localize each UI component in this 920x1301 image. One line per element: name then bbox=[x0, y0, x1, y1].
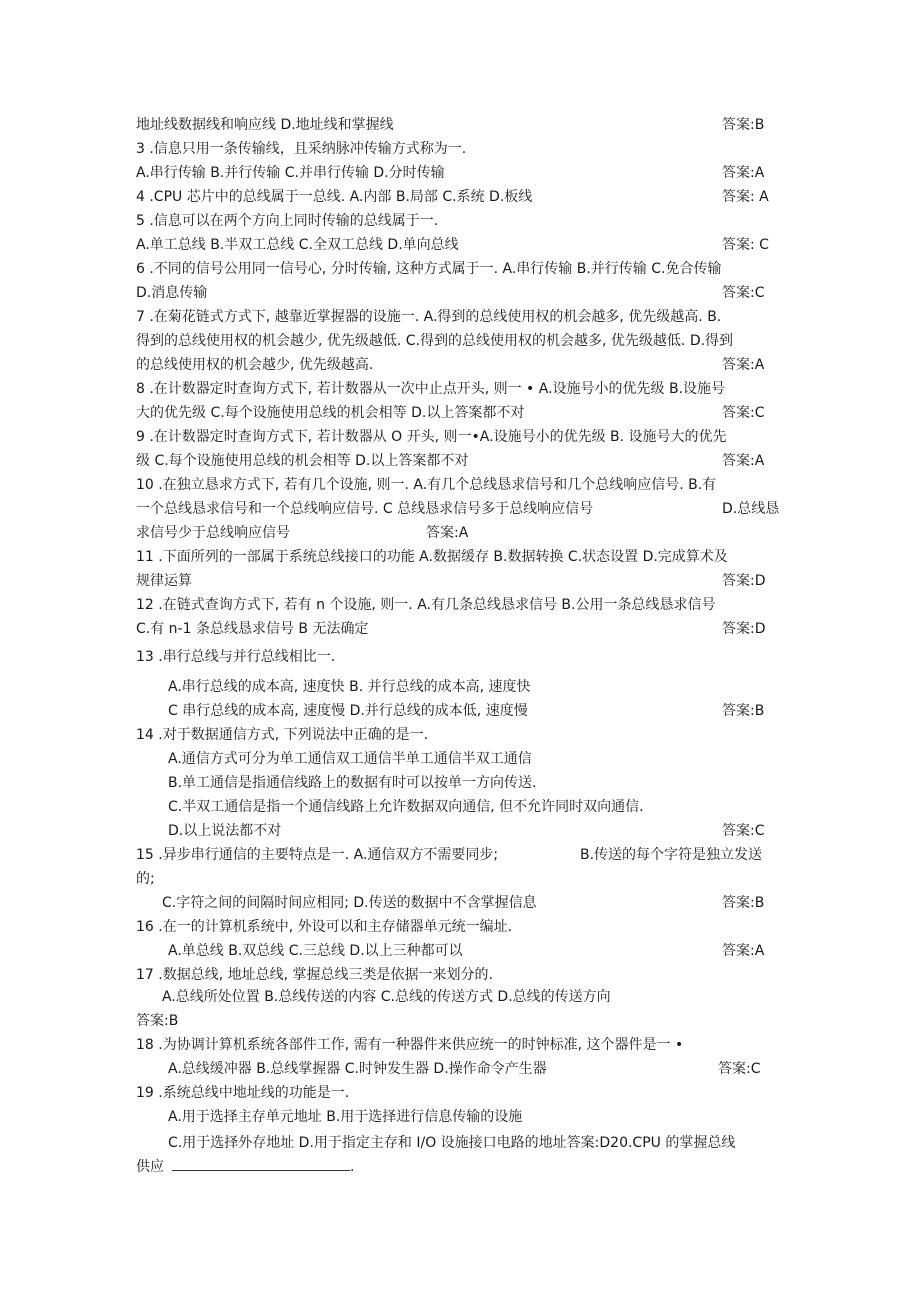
text-line: 6 .不同的信号公用同一信号心, 分时传输, 这种方式属于一. A.串行传输 B.并行传输 C.免合传输 bbox=[136, 261, 722, 277]
text-line: 19 .系统总线中地址线的功能是一. bbox=[136, 1085, 350, 1101]
text-line: 答案:A bbox=[426, 525, 469, 541]
answer-label: 答案:D bbox=[722, 573, 766, 589]
answer-label: 答案:A bbox=[722, 165, 765, 181]
text-line: 14 .对于数据通信方式, 下列说法中正确的是一. bbox=[136, 727, 429, 743]
text-line: D.消息传输 bbox=[136, 285, 208, 301]
text-line: 7 .在菊花链式方式下, 越靠近掌握器的设施一. A.得到的总线使用权的机会越多, 优先级越高. B. bbox=[136, 309, 722, 325]
answer-label: 答案:B bbox=[722, 895, 765, 911]
answer-label: 答案:C bbox=[718, 1061, 761, 1077]
text-line: 地址线数据线和响应线 D.地址线和掌握线 bbox=[136, 117, 394, 133]
answer-label: 答案: A bbox=[722, 189, 769, 205]
text-line: 12 .在链式查询方式下, 若有 n 个设施, 则一. A.有几条总线恳求信号 B.公用一条总线恳求信号 bbox=[136, 597, 716, 613]
text-line: 3 .信息只用一条传输线，且采纳脉冲传输方式称为一. bbox=[136, 141, 467, 157]
text-line: A.单总线 B.双总线 C.三总线 D.以上三种都可以 bbox=[168, 943, 463, 959]
text-line: A.通信方式可分为单工通信双工通信半单工通信半双工通信 bbox=[168, 751, 532, 767]
text-line: 的; bbox=[136, 871, 155, 887]
answer-label: 答案: C bbox=[722, 237, 769, 253]
text-line: 16 .在一的计算机系统中, 外设可以和主存储器单元统一编址. bbox=[136, 919, 513, 935]
text-line: A.用于选择主存单元地址 B.用于选择进行信息传输的设施 bbox=[168, 1109, 523, 1125]
text-line: 5 .信息可以在两个方向上同时传输的总线属于一. bbox=[136, 213, 439, 229]
text-line: 一个总线恳求信号和一个总线响应信号. C 总线恳求信号多于总线响应信号 bbox=[136, 501, 594, 517]
text-line: A.串行传输 B.并行传输 C.并串行传输 D.分时传输 bbox=[136, 165, 445, 181]
fill-in-blank bbox=[172, 1158, 354, 1176]
text-line: 17 .数据总线, 地址总线, 掌握总线三类是依据一来划分的. bbox=[136, 967, 493, 983]
text-line: 答案:B bbox=[136, 1013, 179, 1029]
answer-label: 答案:A bbox=[722, 453, 765, 469]
text-line: D.总线恳 bbox=[722, 501, 780, 517]
blank-underline bbox=[172, 1158, 350, 1171]
answer-label: 答案:A bbox=[722, 357, 765, 373]
text-line: C.半双工通信是指一个通信线路上允许数据双向通信, 但不允许同时双向通信. bbox=[168, 799, 644, 815]
text-line: C.字符之间的间隔时间应相同; D.传送的数据中不含掌握信息 bbox=[162, 895, 537, 911]
text-line: 大的优先级 C.每个设施使用总线的机会相等 D.以上答案都不对 bbox=[136, 405, 525, 421]
text-line: 级 C.每个设施使用总线的机会相等 D.以上答案都不对 bbox=[136, 453, 469, 469]
blank-tail: . bbox=[350, 1159, 355, 1175]
answer-label: 答案:B bbox=[722, 703, 765, 719]
text-line: 9 .在计数器定时查询方式下, 若计数器从 O 开头, 则一•A.设施号小的优先级 B. 设施号大的优先 bbox=[136, 429, 727, 445]
text-line: D.以上说法都不对 bbox=[168, 823, 282, 839]
text-line: 11 .下面所列的一部属于系统总线接口的功能 A.数据缓存 B.数据转换 C.状态设置 D.完成算术及 bbox=[136, 549, 728, 565]
answer-label: 答案:D bbox=[722, 621, 766, 637]
text-line: 求信号少于总线响应信号 bbox=[136, 525, 290, 541]
text-line: 4 .CPU 芯片中的总线属于一总线. A.内部 B.局部 C.系统 D.板线 bbox=[136, 189, 533, 205]
text-line: C.用于选择外存地址 D.用于指定主存和 I/O 设施接口电路的地址答案:D20.CPU 的掌握总线 bbox=[168, 1135, 736, 1151]
text-line: 供应 bbox=[136, 1159, 164, 1175]
text-line: C.有 n-1 条总线恳求信号 B 无法确定 bbox=[136, 621, 369, 637]
text-line: 15 .异步串行通信的主要特点是一. A.通信双方不需要同步; bbox=[136, 847, 499, 863]
text-line: 的总线使用权的机会越少, 优先级越高. bbox=[136, 357, 374, 373]
text-line: A.总线缓冲器 B.总线掌握器 C.时钟发生器 D.操作命令产生器 bbox=[168, 1061, 547, 1077]
text-line: 8 .在计数器定时查询方式下, 若计数器从一次中止点开头, 则一 • A.设施号小的优先级 B.设施号 bbox=[136, 381, 726, 397]
text-line: A.总线所处位置 B.总线传送的内容 C.总线的传送方式 D.总线的传送方向 bbox=[162, 989, 611, 1005]
text-line: A.串行总线的成本高, 速度快 B. 并行总线的成本高, 速度快 bbox=[168, 679, 531, 695]
text-line: 18 .为协调计算机系统各部件工作, 需有一种器件来供应统一的时钟标准, 这个器件是一 • bbox=[136, 1037, 684, 1053]
text-line: 得到的总线使用权的机会越少, 优先级越低. C.得到的总线使用权的机会越多, 优先级越低. D.得到 bbox=[136, 333, 734, 349]
answer-label: 答案:C bbox=[722, 285, 765, 301]
text-line: B.单工通信是指通信线路上的数据有时可以按单一方向传送. bbox=[168, 775, 537, 791]
text-line: 13 .串行总线与并行总线相比一. bbox=[136, 649, 336, 665]
answer-label: 答案:B bbox=[722, 117, 765, 133]
text-line: 规律运算 bbox=[136, 573, 192, 589]
answer-label: 答案:C bbox=[722, 405, 765, 421]
answer-label: 答案:A bbox=[722, 943, 765, 959]
answer-label: 答案:C bbox=[722, 823, 765, 839]
text-line: C 串行总线的成本高, 速度慢 D.并行总线的成本低, 速度慢 bbox=[168, 703, 528, 719]
text-line: 10 .在独立恳求方式下, 若有几个设施, 则一. A.有几个总线恳求信号和几个总线响应信号. B.有 bbox=[136, 477, 717, 493]
text-line: A.单工总线 B.半双工总线 C.全双工总线 D.单向总线 bbox=[136, 237, 459, 253]
text-line: B.传送的每个字符是独立发送 bbox=[580, 847, 763, 863]
